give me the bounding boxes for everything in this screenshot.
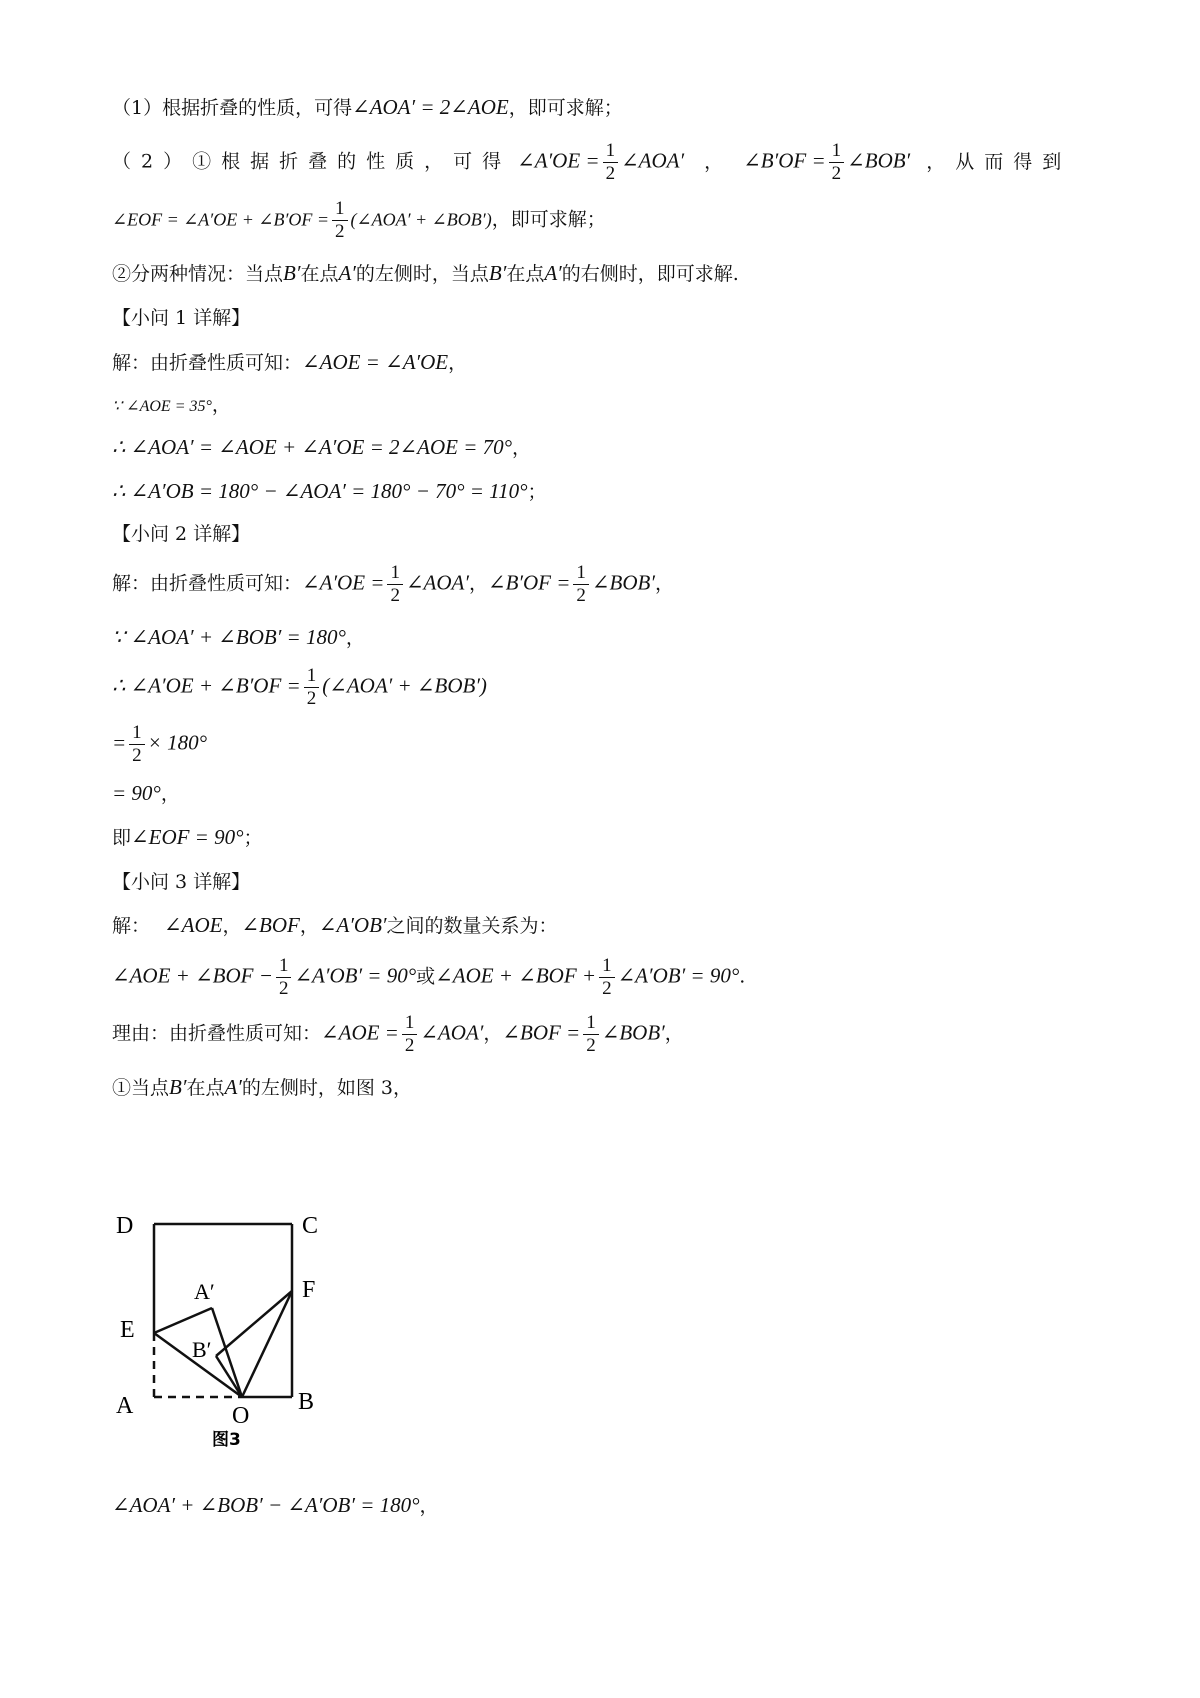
- text: ，: [419, 1495, 439, 1517]
- method-line-4: [112, 258, 1100, 289]
- text: 解：由折叠性质可知：: [112, 572, 303, 595]
- math: ∠AOA′: [405, 570, 469, 595]
- text: 或: [416, 965, 436, 988]
- label-A-prime: A′: [194, 1279, 215, 1304]
- heading-text: 【小问 3 详解】: [112, 871, 251, 893]
- text: （1）根据折叠的性质，可得: [112, 97, 353, 119]
- text: ，: [664, 1022, 684, 1045]
- text: ②分两种情况：当点: [112, 263, 284, 285]
- text: ，: [512, 437, 532, 459]
- edge-A-prime-O: [212, 1308, 242, 1397]
- text: 即: [112, 827, 132, 849]
- heading-text: 【小问 1 详解】: [112, 307, 251, 329]
- text: ，: [160, 783, 180, 805]
- text: 的左侧时，如图 3，: [241, 1077, 413, 1099]
- text: ，: [345, 627, 365, 649]
- text: ，: [704, 150, 724, 173]
- math: ∠AOA′: [621, 148, 685, 173]
- text: ，: [299, 915, 319, 937]
- denominator: 2: [831, 163, 842, 184]
- section-heading-2: [112, 519, 1100, 549]
- solution-3-line-5: [112, 1490, 1100, 1521]
- math: ∠A′OE =: [302, 570, 385, 595]
- label-A: A: [116, 1393, 134, 1419]
- text: ；: [243, 827, 263, 849]
- solution-3-line-4: [112, 1072, 1100, 1103]
- denominator: 2: [576, 585, 586, 606]
- text: 在点: [186, 1077, 225, 1099]
- section-heading-1: [112, 303, 1100, 333]
- math: B′: [169, 1075, 187, 1099]
- math: ∠AOE =: [321, 1020, 399, 1045]
- text: ，: [211, 394, 231, 416]
- math: ∠BOB′: [847, 148, 911, 173]
- section-heading-3: [112, 867, 1100, 897]
- fraction-half: [829, 140, 845, 185]
- math: ∠A′OB′: [318, 913, 387, 937]
- math: × 180°: [147, 730, 207, 755]
- math: A′: [224, 1075, 242, 1099]
- math: ∠B′OF =: [487, 570, 571, 595]
- text: .: [739, 965, 746, 988]
- math: B′: [488, 261, 507, 285]
- label-D: D: [116, 1213, 134, 1239]
- denominator: 2: [335, 221, 345, 242]
- fraction-half: [573, 562, 589, 607]
- math: ∠EOF = ∠A′OE + ∠B′OF =: [112, 209, 330, 230]
- math: ∠AOE + ∠BOF +: [435, 963, 597, 988]
- math: ∠AOA′ + ∠BOB′ − ∠A′OB′ = 180°: [112, 1493, 420, 1517]
- math: ∠EOF = 90°: [131, 825, 244, 849]
- math: (∠AOA′ + ∠BOB′): [322, 673, 487, 698]
- text: ，: [483, 1022, 503, 1045]
- fraction-half: [276, 955, 292, 1000]
- denominator: 2: [306, 688, 317, 709]
- text: 理由：由折叠性质可知：: [112, 1022, 322, 1045]
- fraction-half: [129, 722, 145, 767]
- numerator: 1: [402, 1012, 418, 1035]
- math: = 90°: [112, 781, 161, 805]
- solution-2-line-4: [112, 722, 1100, 767]
- text: 在点: [300, 263, 339, 285]
- text: ①当点: [112, 1077, 170, 1099]
- label-B-prime: B′: [192, 1337, 212, 1362]
- math: ∠AOE: [164, 913, 223, 937]
- label-F: F: [302, 1277, 316, 1303]
- math: B′: [283, 261, 301, 285]
- math: ∵ ∠AOA′ + ∠BOB′ = 180°: [112, 625, 346, 649]
- numerator: 1: [387, 562, 403, 585]
- label-E: E: [120, 1317, 135, 1343]
- text: ，: [654, 572, 674, 595]
- solution-1-line-2: [112, 390, 1100, 422]
- math: ∠BOF =: [502, 1020, 581, 1045]
- math: ∠AOA′ = 2∠AOE: [352, 95, 509, 119]
- solution-1-line-1: [112, 347, 1100, 378]
- edge-FO: [242, 1291, 292, 1397]
- numerator: 1: [332, 198, 348, 221]
- math: ∠AOE + ∠BOF −: [112, 963, 273, 988]
- numerator: 1: [599, 955, 615, 978]
- denominator: 2: [602, 978, 612, 999]
- fraction-half: [583, 1012, 599, 1057]
- solution-1-line-4: [112, 476, 1100, 507]
- figure-caption: 图3: [212, 1430, 241, 1450]
- text: 在点: [506, 263, 545, 285]
- solution-3-line-3: [112, 1012, 1100, 1057]
- text: ，: [222, 915, 242, 937]
- text: 解：由折叠性质可知：: [112, 352, 303, 374]
- math: ∠BOF: [241, 913, 300, 937]
- text: ，即可求解；: [508, 97, 623, 119]
- math: ∠A′OE =: [517, 148, 600, 173]
- text: 之间的数量关系为：: [386, 915, 558, 937]
- solution-3-line-1: [112, 910, 1100, 941]
- math: ∠A′OB′ = 90°: [294, 963, 417, 988]
- math: ∴ ∠A′OB = 180° − ∠AOA′ = 180° − 70° = 110°: [112, 479, 528, 503]
- text: ；: [527, 481, 547, 503]
- label-C: C: [302, 1213, 319, 1239]
- numerator: 1: [829, 140, 845, 163]
- label-O: O: [232, 1403, 250, 1429]
- text: 解：: [112, 915, 151, 937]
- method-line-3: [112, 198, 1100, 243]
- method-line-2: [112, 140, 1100, 185]
- fraction-half: [603, 140, 619, 185]
- denominator: 2: [605, 163, 616, 184]
- denominator: 2: [278, 978, 289, 999]
- fraction-half: [599, 955, 615, 1000]
- solution-2-line-2: [112, 622, 1100, 653]
- numerator: 1: [129, 722, 145, 745]
- text: 的左侧时，当点: [355, 263, 489, 285]
- math: A′: [338, 261, 356, 285]
- fraction-half: [387, 562, 403, 607]
- math: ∠BOB′: [591, 570, 655, 595]
- math: ∠A′OB′ = 90°: [617, 963, 740, 988]
- math: ∴ ∠A′OE + ∠B′OF =: [112, 673, 301, 698]
- numerator: 1: [276, 955, 292, 978]
- math: ∴ ∠AOA′ = ∠AOE + ∠A′OE = 2∠AOE = 70°: [112, 435, 513, 459]
- math: (∠AOA′ + ∠BOB′): [350, 209, 492, 230]
- text: ，: [448, 352, 468, 374]
- math: ∠AOE = ∠A′OE: [302, 350, 449, 374]
- math: ∠BOB′: [601, 1020, 665, 1045]
- math: ∠AOA′: [420, 1020, 484, 1045]
- edge-FB-prime: [216, 1291, 292, 1356]
- solution-2-line-5: [112, 778, 1100, 809]
- edge-EA-prime: [154, 1308, 212, 1333]
- figure-3-diagram: [112, 1195, 372, 1465]
- denominator: 2: [132, 745, 142, 766]
- solution-2-line-6: [112, 822, 1100, 853]
- solution-2-line-1: [112, 562, 1100, 607]
- numerator: 1: [304, 665, 320, 688]
- text: ，: [468, 572, 488, 595]
- method-line-1: [112, 92, 1100, 123]
- text: （2）①根据折叠的性质，可得: [112, 150, 512, 173]
- label-B: B: [298, 1389, 315, 1415]
- numerator: 1: [603, 140, 619, 163]
- text: ，即可求解；: [491, 208, 606, 231]
- math: A′: [544, 261, 562, 285]
- text: ，从而得到: [926, 150, 1072, 173]
- math: ∠B′OF =: [743, 148, 826, 173]
- numerator: 1: [583, 1012, 599, 1035]
- fraction-half: [332, 198, 348, 243]
- solution-3-line-2: [112, 955, 1100, 1000]
- denominator: 2: [586, 1035, 596, 1056]
- fraction-half: [304, 665, 320, 710]
- numerator: 1: [573, 562, 589, 585]
- solution-1-line-3: [112, 432, 1100, 463]
- solution-2-line-3: [112, 665, 1100, 710]
- denominator: 2: [390, 585, 400, 606]
- text: 的右侧时，即可求解.: [561, 263, 739, 285]
- math: ∵ ∠AOE = 35°: [112, 398, 212, 415]
- heading-text: 【小问 2 详解】: [112, 523, 251, 545]
- denominator: 2: [404, 1035, 415, 1056]
- math: =: [112, 730, 127, 755]
- fraction-half: [402, 1012, 418, 1057]
